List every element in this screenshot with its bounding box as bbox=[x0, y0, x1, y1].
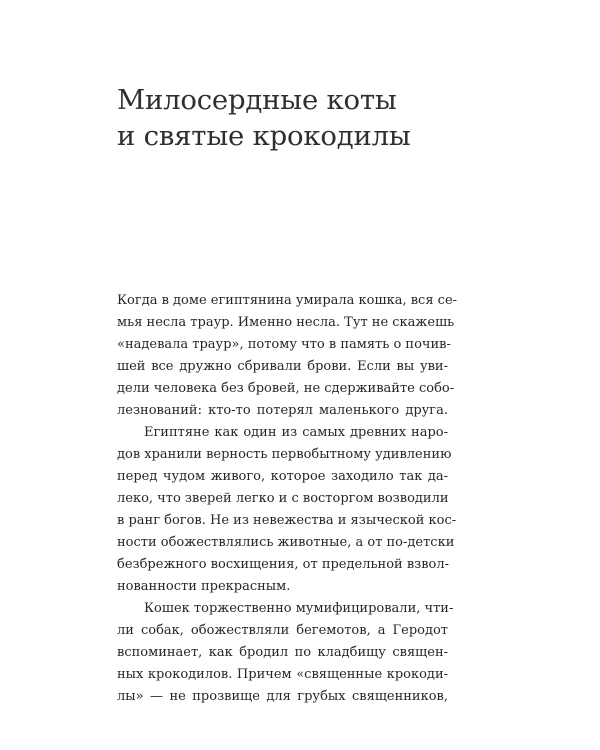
text-line: ли собак, обожествляли бегемотов, а Геродот bbox=[117, 623, 448, 638]
text-line: ности обожествлялись животные, а от по-детски bbox=[117, 535, 455, 550]
text-line: безбрежного восхищения, от предельной взвол- bbox=[117, 557, 450, 572]
chapter-title bbox=[117, 82, 537, 154]
chapter-title-line: и святые крокодилы bbox=[117, 120, 411, 152]
text-line: лы» — не прозвище для грубых священников, bbox=[117, 689, 448, 704]
text-line: Кошек торжественно мумифицировали, чти- bbox=[144, 601, 454, 616]
text-line: лезнований: кто-то потерял маленького друга. bbox=[117, 403, 448, 418]
text-line: «надевала траур», потому что в память о почив- bbox=[117, 337, 451, 352]
text-line: дов хранили верность первобытному удивлению bbox=[117, 447, 452, 462]
text-line: мья несла траур. Именно несла. Тут не скажешь bbox=[117, 315, 455, 330]
chapter-title-line: Милосердные коты bbox=[117, 84, 397, 116]
chapter-body bbox=[117, 290, 458, 708]
text-line: в ранг богов. Не из невежества и языческой кос- bbox=[117, 513, 457, 528]
text-line: Египтяне как один из самых древних наро- bbox=[144, 425, 448, 440]
text-line: дели человека без бровей, не сдерживайте собо- bbox=[117, 381, 455, 396]
text-line: вспоминает, как бродил по кладбищу священ- bbox=[117, 645, 448, 660]
text-line: нованности прекрасным. bbox=[117, 579, 291, 594]
text-line: шей все дружно сбривали брови. Если вы уви- bbox=[117, 359, 448, 374]
text-line: ных крокодилов. Причем «священные крокоди- bbox=[117, 667, 448, 682]
text-line: Когда в доме египтянина умирала кошка, вся се- bbox=[117, 293, 458, 308]
text-line: перед чудом живого, которое заходило так да- bbox=[117, 469, 448, 484]
text-line: леко, что зверей легко и с восторгом возводили bbox=[117, 491, 449, 506]
